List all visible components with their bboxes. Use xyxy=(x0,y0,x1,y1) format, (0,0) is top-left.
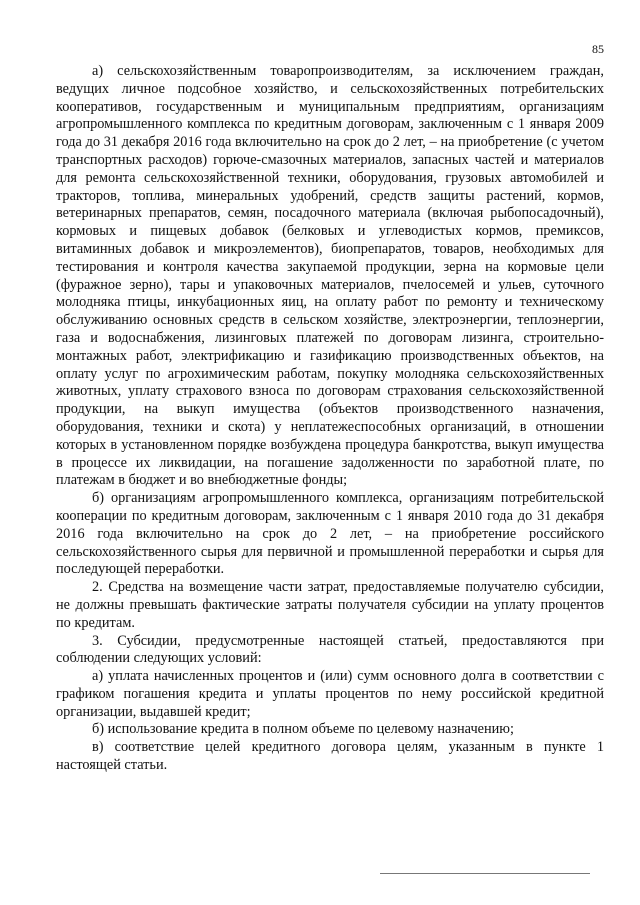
document-body xyxy=(56,63,604,775)
paragraph-clause-3: 3. Субсидии, предусмотренные настоящей статьей, предоставляются при соблюдении следующих условий: xyxy=(56,632,604,667)
paragraph-condition-c: в) соответствие целей кредитного договора целям, указанным в пункте 1 настоящей статьи. xyxy=(56,739,604,774)
page-number: 85 xyxy=(592,42,604,56)
paragraph-condition-a: а) уплата начисленных процентов и (или) сумм основного долга в соответствии с графиком погашения кредита и уплаты процентов по нему российской кредитной организации, выдавшей кредит; xyxy=(56,668,604,720)
footer-rule xyxy=(380,873,590,874)
paragraph-item-a: а) сельскохозяйственным товаропроизводителям, за исключением граждан, ведущих личное подсобное хозяйство, и сельскохозяйственных потребительских кооперативов, государственным и муниципальным предприятиям, организациям агропромышленного комплекса по кредитным договорам, заключенным с 1 января 2009 года до 31 декабря 2016 года включительно на срок до 2 лет, – на приобретение (с учетом транспортных расходов) горюче-смазочных материалов, запасных частей и материалов для ремонта сельскохозяйственной техники, оборудования, грузовых автомобилей и тракторов, топлива, минеральных удобрений, средств защиты растений, кормов, ветеринарных препаратов, семян, посадочного материала (включая рыбопосадочный), кормовых и пищевых добавок (белковых и углеводистых кормов, премиксов, витаминных добавок и микроэлементов), биопрепаратов, товаров, необходимых для тестирования и контроля качества закупаемой продукции, зерна на кормовые цели (фуражное зерно), тары и упаковочных материалов, пчелосемей и ульев, суточного молодняка птицы, инкубационных яиц, на оплату работ по ремонту и техническому обслуживанию основных средств в сельском хозяйстве, электроэнергии, теплоэнергии, газа и водоснабжения, лизинговых платежей по договорам лизинга, строительно-монтажных работ, электрификацию и газификацию производственных объектов, на оплату услуг по агрохимическим работам, покупку молодняка сельскохозяйственных животных, уплату страхового взноса по договорам страхования сельскохозяйственной продукции, на выкуп имущества (объектов производственного назначения, оборудования, техники и скота) у неплатежеспособных организаций, в отношении которых в установленном порядке возбуждена процедура банкротства, выкуп имущества в процессе их ликвидации, на погашение задолженности по заработной плате, по платежам в бюджет и во внебюджетные фонды; xyxy=(56,63,604,489)
paragraph-clause-2: 2. Средства на возмещение части затрат, предоставляемые получателю субсидии, не должны превышать фактические затраты получателя субсидии на уплату процентов по кредитам. xyxy=(56,579,604,631)
paragraph-condition-b: б) использование кредита в полном объеме по целевому назначению; xyxy=(92,721,514,738)
paragraph-item-b: б) организациям агропромышленного комплекса, организациям потребительской кооперации по кредитным договорам, заключенным с 1 января 2010 года до 31 декабря 2016 года включительно на срок до 2 лет, – на приобретение российского сельскохозяйственного сырья для первичной и промышленной переработки и сырья для последующей переработки. xyxy=(56,490,604,578)
